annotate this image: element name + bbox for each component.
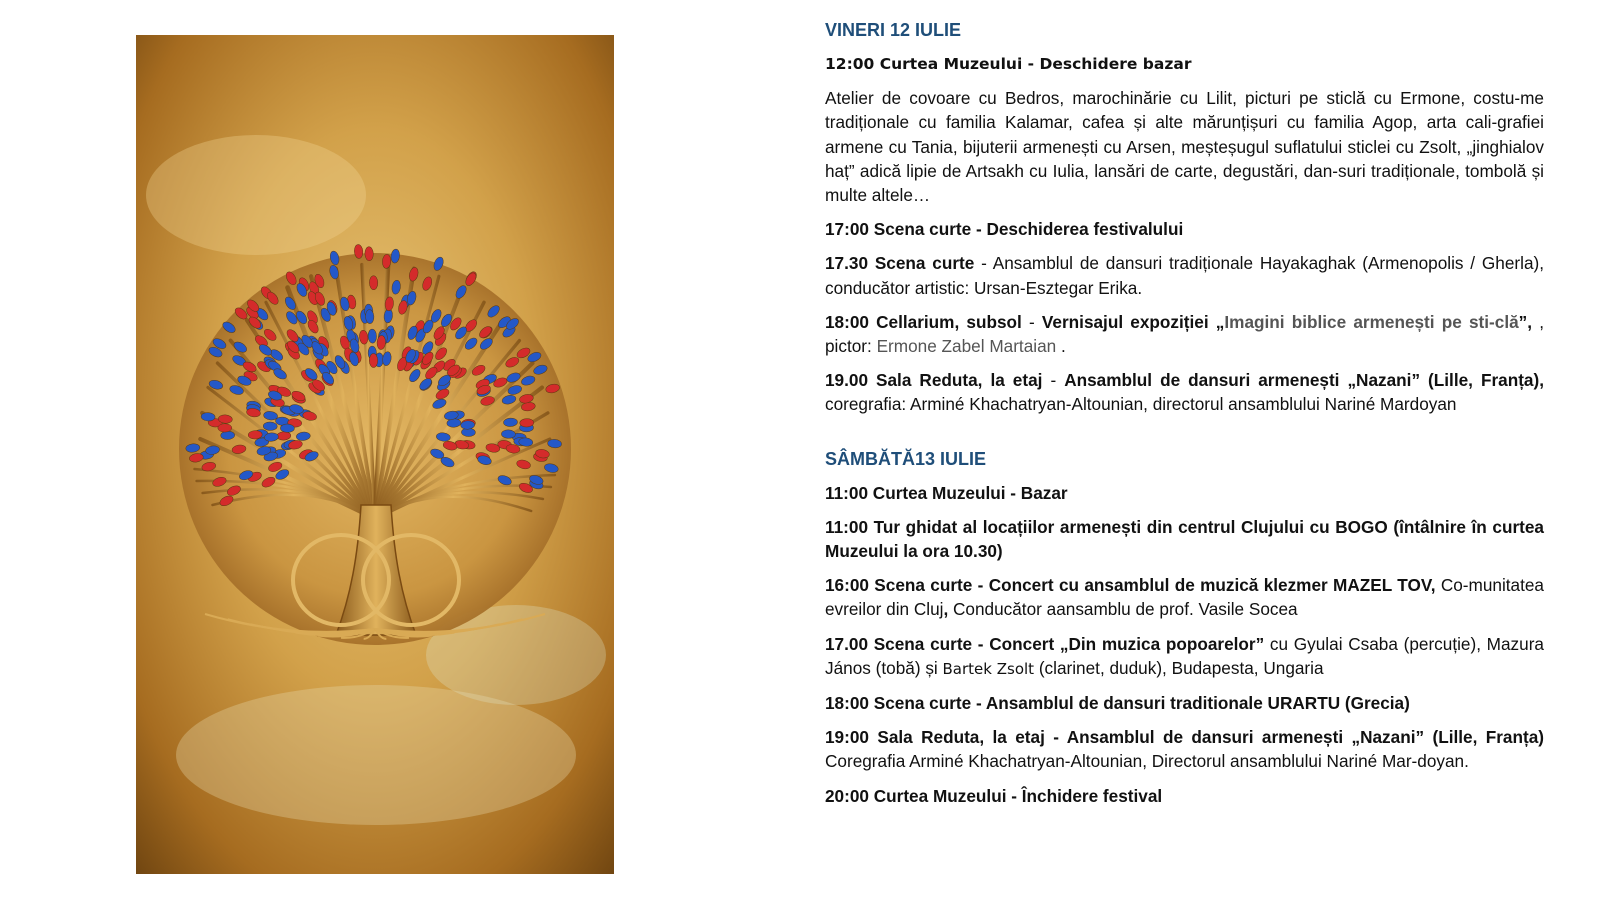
day2-entry-concert: [825, 632, 1544, 681]
ensemble-name: Ansamblul de dansuri armenești „Nazani” (Lille, Franța),: [1064, 370, 1544, 391]
exhibition-label: Vernisajul expoziției „: [1041, 311, 1225, 332]
day2-entry-tour: 11:00 Tur ghidat al locațiilor armenești din centrul Clujului cu BOGO (întâlnire în curtea Muzeului la ora 10.30): [825, 516, 1544, 562]
performer-name: Bartek Zsolt: [942, 659, 1035, 678]
day1-entry-hayakaghak: [825, 251, 1544, 299]
day2-entry-closing: 20:00 Curtea Muzeului - Închidere festival: [825, 785, 1163, 806]
conductor: Conducător aansamblu de prof. Vasile Socea: [948, 599, 1298, 620]
description: coregrafia: Arminé Khachatryan-Altounian, directorul ansamblului Nariné Mardoyan: [825, 394, 1457, 415]
day1-entry-exhibition: [825, 310, 1544, 358]
separator: -: [1021, 311, 1042, 332]
painter-name: Ermone Zabel Martaian: [876, 336, 1057, 357]
time-location: 19:00 Sala Reduta, la etaj - Ansamblul de dansuri armenești „Nazani” (Lille, Franța): [825, 727, 1544, 748]
description: Co-munitatea evreilor din Cluj: [825, 575, 1544, 620]
day1-entry-workshops: Atelier de covoare cu Bedros, marochinărie cu Lilit, picturi pe sticlă cu Ermone, costu-me tradiționale cu familia Kalamar, cafea și alte mărunțișuri cu familia Agop, arta cali-grafiei armene cu Tania, bijuterii armenești cu Arsen, meșteșugul suflatului sticlei cu Zsolt, „jinghialov haț” adică lipie de Artsakh cu Iulia, lansări de carte, degustări, dan-suri tradiționale, tombolă și multe altele…: [825, 88, 1544, 206]
quote-close: ”,: [1518, 311, 1540, 332]
day2-entry-klezmer: [825, 573, 1544, 621]
exhibition-title: Imagini biblice armenești pe sti-clă: [1224, 311, 1519, 332]
festival-program: [825, 18, 1544, 818]
description: Coregrafia Arminé Khachatryan-Altounian, Directorul ansamblului Nariné Mar-doyan.: [825, 751, 1469, 772]
day2-title: SÂMBĂTĂ13 IULIE: [825, 448, 987, 469]
time-location: 17.00 Scena curte - Concert „Din muzica popoarelor”: [825, 633, 1265, 654]
day2-entry-bazar: 11:00 Curtea Muzeului - Bazar: [825, 482, 1068, 503]
description-end: (clarinet, duduk), Budapesta, Ungaria: [1034, 657, 1324, 678]
day1-entry-nazani: [825, 368, 1544, 416]
separator: -: [1042, 370, 1065, 391]
time-location: 17.30 Scena curte: [825, 253, 975, 274]
time-location: 18:00 Cellarium, subsol: [825, 311, 1022, 332]
day1-entry-opening: 17:00 Scena curte - Deschiderea festivalului: [825, 219, 1184, 240]
painter-label: , pictor:: [825, 311, 1544, 357]
tree-of-life-icon: [136, 35, 614, 874]
comma: ,: [943, 599, 949, 620]
period: .: [1056, 336, 1066, 357]
day1-entry-bazar: 12:00 Curtea Muzeului - Deschidere bazar: [825, 55, 1192, 73]
day2-entry-urartu: 18:00 Scena curte - Ansamblul de dansuri traditionale URARTU (Grecia): [825, 693, 1410, 714]
tree-of-life-painting: [136, 35, 614, 874]
day2-entry-nazani: [825, 725, 1544, 773]
day1-title: VINERI 12 IULIE: [825, 20, 962, 40]
description: - Ansamblul de dansuri tradiționale Hayakaghak (Armenopolis / Gherla), conducător artistic: Ursan-Esztegar Erika.: [825, 253, 1544, 298]
description: cu Gyulai Csaba (percuție), Mazura János (tobă) și: [825, 633, 1544, 678]
time-location: 16:00 Scena curte - Concert cu ansamblul de muzică klezmer MAZEL TOV,: [825, 575, 1436, 596]
time-location: 19.00 Sala Reduta, la etaj: [825, 370, 1043, 391]
